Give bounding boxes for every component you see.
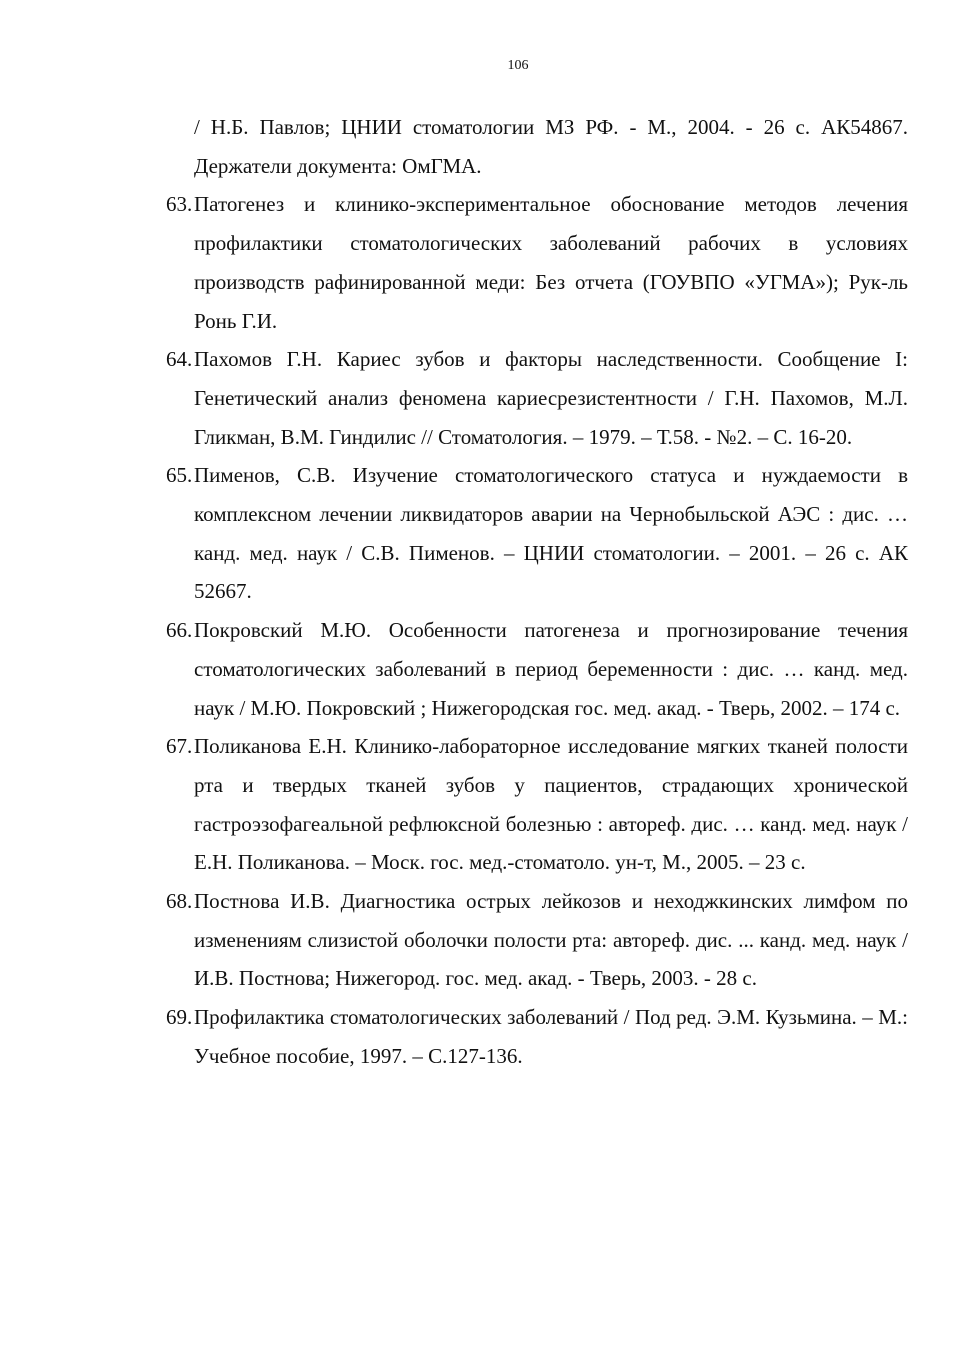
reference-text: Пахомов Г.Н. Кариес зубов и факторы наследственности. Сообщение I: Генетический анализ феномена кариесрезистентности / Г.Н. Пахомов, М.Л. Гликман, В.М. Гиндилис // Стоматология. – 1979. – Т.58. - №2. – С. 16-20. bbox=[194, 347, 908, 449]
reference-text: Пименов, С.В. Изучение стоматологического статуса и нуждаемости в комплексном лечении ликвидаторов аварии на Чернобыльской АЭС : дис. … канд. мед. наук / С.В. Пименов. – ЦНИИ стоматологии. – 2001. – 26 с. АК 52667. bbox=[194, 463, 908, 604]
reference-item-65 bbox=[166, 456, 908, 611]
reference-number: 67. bbox=[166, 734, 193, 759]
reference-item-66 bbox=[166, 611, 908, 727]
reference-number: 68. bbox=[166, 889, 193, 914]
reference-item-68 bbox=[166, 882, 908, 998]
reference-continuation: / Н.Б. Павлов; ЦНИИ стоматологии МЗ РФ. - М., 2004. - 26 с. АК54867. Держатели документа: ОмГМА. bbox=[194, 115, 908, 178]
reference-text: Профилактика стоматологических заболеваний / Под ред. Э.М. Кузьмина. – М.: Учебное пособие, 1997. – С.127-136. bbox=[194, 1005, 908, 1068]
reference-text: Покровский М.Ю. Особенности патогенеза и прогнозирование течения стоматологических заболеваний в период беременности : дис. … канд. мед. наук / М.Ю. Покровский ; Нижегородская гос. мед. акад. - Тверь, 2002. – 174 с. bbox=[194, 618, 908, 720]
reference-item-64 bbox=[166, 340, 908, 456]
reference-number: 66. bbox=[166, 618, 193, 643]
reference-item-67 bbox=[166, 727, 908, 882]
reference-number: 64. bbox=[166, 347, 193, 372]
reference-number: 65. bbox=[166, 463, 193, 488]
reference-text: Постнова И.В. Диагностика острых лейкозов и неходжкинских лимфом по изменениям слизистой оболочки полости рта: автореф. дис. ... канд. мед. наук / И.В. Постнова; Нижегород. гос. мед. акад. - Тверь, 2003. - 28 с. bbox=[194, 889, 908, 991]
page-number: 106 bbox=[507, 58, 529, 73]
reference-text: Патогенез и клинико-экспериментальное обоснование методов лечения профилактики стоматологических заболеваний рабочих в условиях производств рафинированной меди: Без отчета (ГОУВПО «УГМА»); Рук-ль Ронь Г.И. bbox=[194, 192, 908, 333]
reference-item-63 bbox=[166, 185, 908, 340]
reference-number: 63. bbox=[166, 192, 193, 217]
reference-list bbox=[166, 108, 908, 1076]
reference-item-69 bbox=[166, 998, 908, 1075]
reference-number: 69. bbox=[166, 1005, 193, 1030]
reference-text: Поликанова Е.Н. Клинико-лабораторное исследование мягких тканей полости рта и твердых тканей зубов у пациентов, страдающих хронической гастроэзофагеальной рефлюксной болезнью : автореф. дис. … канд. мед. наук / Е.Н. Поликанова. – Моск. гос. мед.-стоматоло. ун-т, М., 2005. – 23 с. bbox=[194, 734, 908, 875]
